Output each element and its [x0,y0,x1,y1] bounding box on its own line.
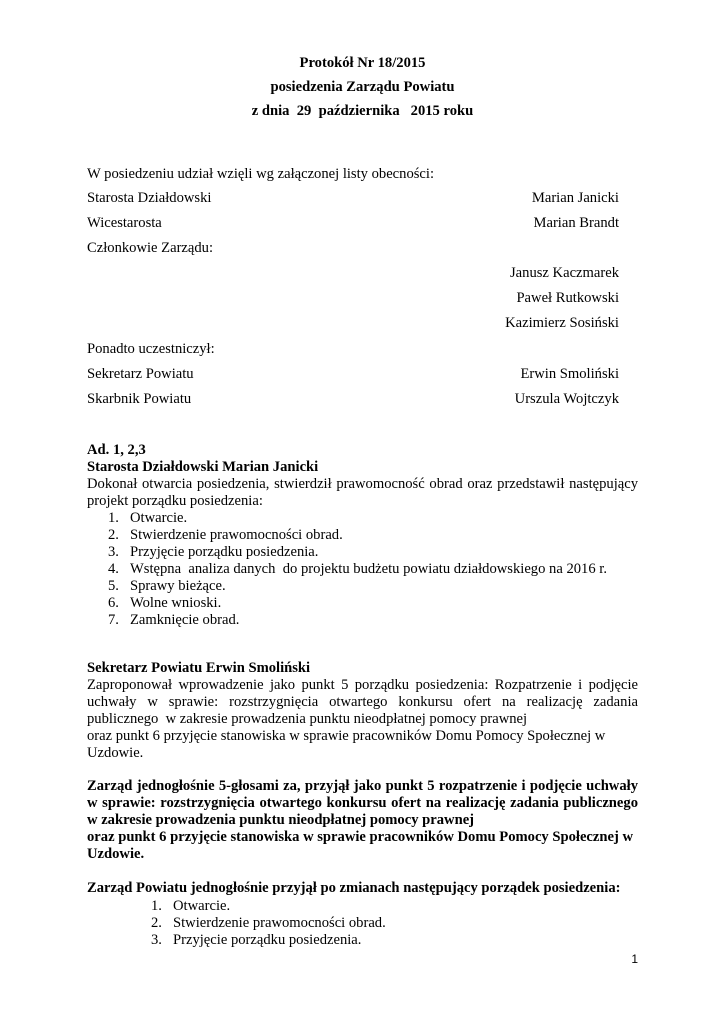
list-item: 2. Stwierdzenie prawomocności obrad. [108,527,343,543]
attendee-role: Sekretarz Powiatu [87,366,194,382]
paragraph-line: Zaproponował wprowadzenie jako punkt 5 porządku posiedzenia: Rozpatrzenie i podjęcie [87,677,638,693]
list-item: 3. Przyjęcie porządku posiedzenia. [108,544,319,560]
board-member: Kazimierz Sosiński [505,315,619,331]
protocol-date: z dnia 29 października 2015 roku [251,103,474,119]
attendee-role: Starosta Działdowski [87,190,212,206]
paragraph [87,476,638,510]
list-item: 4. Wstępna analiza danych do projektu budżetu powiatu działdowskiego na 2016 r. [108,561,607,577]
speaker-name: Starosta Działdowski Marian Janicki [87,459,319,475]
paragraph-line: w sprawie: rozstrzygnięcia otwartego konkursu ofert na realizację zadania publicznego [87,795,638,811]
attendee-role: Wicestarosta [87,215,162,231]
paragraph-line: projekt porządku posiedzenia: [87,493,263,509]
attendance-intro: W posiedzeniu udział wzięli wg załączonej listy obecności: [87,166,435,182]
protocol-title: Protokół Nr 18/2015 [299,55,426,71]
attendee-name: Erwin Smoliński [520,366,619,382]
list-item: 2. Stwierdzenie prawomocności obrad. [151,915,386,931]
list-item: 3. Przyjęcie porządku posiedzenia. [151,932,362,948]
page-number: 1 [631,952,638,966]
list-item: 6. Wolne wnioski. [108,595,222,611]
paragraph-line: Zarząd jednogłośnie 5-głosami za, przyjął jako punkt 5 rozpatrzenie i podjęcie uchwały [87,778,638,794]
paragraph-line: oraz punkt 6 przyjęcie stanowiska w sprawie pracowników Domu Pomocy Społecznej w [87,829,634,845]
paragraph-line: Uzdowie. [87,846,145,862]
paragraph-line: Uzdowie. [87,745,144,761]
attendee-role: Skarbnik Powiatu [87,391,192,407]
paragraph [87,677,638,762]
list-item: 5. Sprawy bieżące. [108,578,226,594]
list-item: 7. Zamknięcie obrad. [108,612,240,628]
section-heading: Zarząd Powiatu jednogłośnie przyjął po zmianach następujący porządek posiedzenia: [87,880,621,896]
paragraph-line: uchwały w sprawie: rozstrzygnięcia otwartego konkursu ofert na realizację zadania [87,694,638,710]
agenda-list [108,510,607,629]
speaker-name: Sekretarz Powiatu Erwin Smoliński [87,660,311,676]
paragraph-line: oraz punkt 6 przyjęcie stanowiska w sprawie pracowników Domu Pomocy Społecznej w [87,728,606,744]
agenda-list [151,898,386,949]
also-present-label: Ponadto uczestniczył: [87,341,215,357]
list-item: 1. Otwarcie. [151,898,231,914]
paragraph-line: publicznego w zakresie prowadzenia punktu nieodpłatnej pomocy prawnej [87,711,528,727]
attendee-name: Marian Janicki [531,190,619,206]
board-label: Członkowie Zarządu: [87,240,214,256]
paragraph-line: Dokonał otwarcia posiedzenia, stwierdził prawomocność obrad oraz przedstawił następujący [87,476,638,492]
section-heading: Ad. 1, 2,3 [87,442,146,458]
list-item: 1. Otwarcie. [108,510,188,526]
attendee-name: Marian Brandt [533,215,619,231]
board-member: Janusz Kaczmarek [510,265,619,281]
board-member: Paweł Rutkowski [516,290,619,306]
attendee-name: Urszula Wojtczyk [514,391,619,407]
paragraph-line: w zakresie prowadzenia punktu nieodpłatnej pomocy prawnej [87,812,475,828]
protocol-subtitle: posiedzenia Zarządu Powiatu [270,79,455,95]
resolution-paragraph [87,778,638,863]
